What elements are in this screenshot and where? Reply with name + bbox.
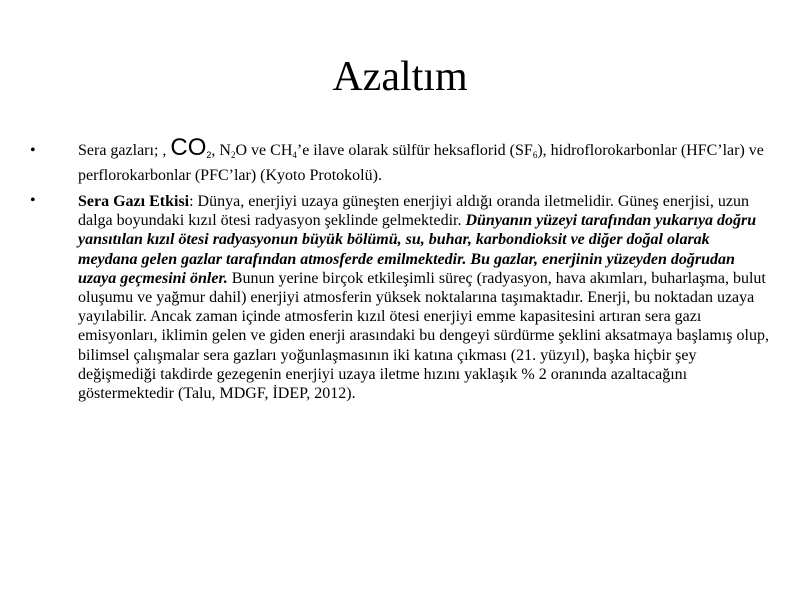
co2-symbol: CO [170, 134, 207, 161]
sf6-subscript: 6 [532, 150, 538, 160]
bullet2-heading: Sera Gazı Etkisi [78, 193, 190, 210]
bullet-dot: • [30, 142, 36, 159]
bullet-greenhouse-effect [30, 192, 770, 403]
bullet2-text-1: : Dünya, enerjiyi uzaya güneşten enerjiyi aldığı oranda iletmelidir. Güneş enerjisi, uzun dalga boyundaki kızıl ötesi radyasyon şeklinde gelmektedir. [78, 193, 749, 230]
bullet1-text-4: ’e ilave olarak sülfür heksaflorid (SF [296, 142, 533, 159]
bullet2-text-2: Bunun yerine birçok etkileşimli süreç (radyasyon, hava akımları, buharlaşma, bulut oluşumu ve yağmur dahil) enerjiyi atmosferin yüksek noktalarına taşımaktadır. Enerji, bu noktadan uzaya yayılabilir. Ancak zaman içinde atmosferin kızıl ötesi enerjiyi emme kapasitesini artıran sera gazı emisyonları, iklimin gelen ve giden enerji arasındaki bu dengeyi sürdürme şeklini aksatmaya başlamış olup, bilimsel çalışmalar sera gazları yoğunlaşmasının iki katına çıkması (21. yüzyıl), başka hiçbir şey değişmediği takdirde gezegenin enerjiyi uzaya iletme hızını yaklaşık % 2 oranında azaltacağını göstermektedir (Talu, MDGF, İDEP, 2012). [78, 269, 769, 403]
slide-title: Azaltım [332, 54, 468, 100]
bullet2-emphasis: Dünyanın yüzeyi tarafından yukarıya doğru yansıtılan kızıl ötesi radyasyonun büyük bölümü, su, buhar, karbondioksit ve diğer doğal olarak meydana gelen gazlar tarafından atmosferde emilmektedir. Bu gazlar, enerjinin yüzeyden doğrudan uzaya geçmesini önler. [78, 212, 757, 287]
n2o-subscript: 2 [230, 150, 236, 160]
bullet-dot: • [30, 192, 36, 209]
ch4-subscript: 4 [292, 150, 297, 160]
bullet-greenhouse-gases [30, 134, 770, 188]
co2-subscript: 2 [206, 150, 212, 160]
co2-formula [170, 134, 211, 161]
bullet-list [30, 134, 770, 403]
bullet1-text-3: O ve CH [235, 142, 293, 159]
bullet1-text-5: ), hidroflorokarbonlar (HFC’lar) ve perflorokarbonlar (PFC’lar) (Kyoto Protokolü). [78, 142, 764, 184]
bullet1-text-1: Sera gazları; , [78, 142, 171, 159]
bullet1-text-2: , N [211, 142, 231, 159]
